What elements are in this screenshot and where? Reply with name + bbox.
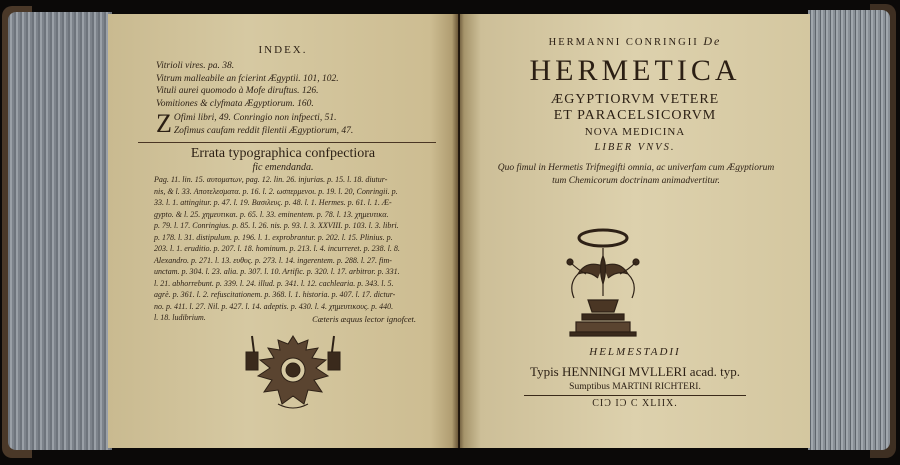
z-initial: Z bbox=[156, 109, 172, 138]
errata-line: l. 21. abhorrebunt. p. 339. l. 24. illud. p. 341. l. 12. cachlearia. p. 343. l. 5. bbox=[154, 278, 394, 288]
index-z-block bbox=[156, 109, 416, 138]
errata-line: Alexandro. p. 271. l. 13. ευθυς. p. 273. l. 14. ingerentem. p. 288. l. 27. fim- bbox=[154, 255, 392, 265]
ornament-tailpiece-icon bbox=[238, 330, 348, 412]
index-entry: Vomitiones & clyfmata Ægyptiorum. 160. bbox=[156, 98, 314, 109]
index-list bbox=[156, 60, 416, 137]
author-line bbox=[460, 34, 810, 49]
right-page bbox=[460, 14, 810, 448]
errata-line: agrè. p. 361. l. 2. refuscitationem. p. 368. l. 1. historia. p. 407. l. 17. dictur- bbox=[154, 290, 396, 299]
errata-line: gypto. & l. 25. χημευτικαι. p. 65. l. 33. eminentem. p. 78. l. 13. χημευτικα. bbox=[154, 209, 389, 219]
errata-title: Errata typographica confpectiora bbox=[190, 146, 376, 161]
errata-line: Pag. 11. lin. 15. αυτοματων, pag. 12. lin. 26. injurias. p. 15. l. 18. diutur- bbox=[154, 175, 388, 184]
imprint-sumptibus: Sumptibus MARTINI RICHTERI. bbox=[569, 382, 701, 392]
errata-subtitle: fic emendanda. bbox=[252, 162, 314, 173]
index-entry: Zofimus caufam reddit filentii Ægyptiorum, 47. bbox=[173, 125, 354, 136]
imprint-printer: Typis HENNINGI MVLLERI acad. typ. bbox=[530, 364, 740, 379]
page-edges-right bbox=[808, 10, 890, 450]
title-line-3: ET PARACELSICORVM bbox=[553, 108, 717, 123]
running-head: INDEX. bbox=[258, 44, 308, 56]
index-entry: Vitrum malleabile an fcierint Ægyptii. 101, 102. bbox=[156, 73, 339, 84]
errata-line: p. 178. l. 31. distipulum. p. 196. l. 1. exprobrantur. p. 202. l. 15. Plinius. p. bbox=[154, 232, 393, 242]
title-main: HERMETICA bbox=[529, 54, 741, 87]
index-entry: Vitrioli vires. pa. 38. bbox=[156, 61, 235, 71]
errata-line: 203. l. 1. eruditio. p. 207. l. 18. hominum. p. 213. l. 4. incurreret. p. 238. l. 8. bbox=[154, 244, 400, 253]
errata-line: no. p. 411. l. 27. Nil. p. 427. l. 14. adeptis. p. 430. l. 4. χημευτικους. p. 440. bbox=[154, 301, 394, 311]
imprint-place: HELMESTADII bbox=[589, 346, 681, 358]
errata-closing: Cæteris æquus lector ignofcet. bbox=[312, 314, 416, 324]
book-gutter bbox=[452, 14, 464, 448]
errata-line: nis, & l. 33. Αποτελεσματα. p. 16. l. 2. ωσπερμενοι. p. 19. l. 20, Conringii. p. bbox=[154, 186, 398, 196]
title-line-4: NOVA MEDICINA bbox=[584, 126, 686, 138]
lily-vase-emblem-icon bbox=[558, 226, 648, 338]
errata-line: p. 79. l. 17. Conringius. p. 85. l. 26. nis. p. 93. l. 3. XXVIII. p. 103. l. 3. libri. bbox=[154, 221, 399, 230]
imprint-rule bbox=[524, 395, 746, 396]
index-entry: Ofimi libri, 49. Conringio non infpecti, 51. bbox=[173, 113, 337, 123]
errata-body bbox=[154, 174, 416, 324]
index-entry: Vituli aurei quomodo à Mofe diruftus. 126. bbox=[156, 86, 319, 96]
left-page bbox=[108, 14, 458, 448]
author-de: De bbox=[703, 34, 722, 48]
liber-line: LIBER VNVS. bbox=[594, 142, 676, 153]
title-line-2: ÆGYPTIORVM VETERE bbox=[550, 92, 720, 107]
divider-rule bbox=[138, 142, 436, 143]
page-edges-left bbox=[8, 12, 112, 450]
title-description: Quo fimul in Hermetis Trifmegifti omnia, ac univerfam cum Ægyptiorum tum Chemicorum doctrinam animadvertitur. bbox=[497, 163, 775, 186]
errata-line: 33. l. 1. attingitur. p. 47. l. 19. Βασιλευς. p. 48. l. 1. Hermes. p. 61. l. 1. Æ- bbox=[154, 198, 392, 207]
author-name: HERMANNI CONRINGII bbox=[548, 37, 699, 48]
imprint-year: CIƆ IƆ C XLIIX. bbox=[592, 398, 678, 409]
errata-line: unctam. p. 304. l. 23. alia. p. 307. l. 10. Artific. p. 320. l. 17. arbitror. p. 331. bbox=[154, 267, 400, 276]
errata-line: l. 18. ludibrium. bbox=[154, 313, 206, 322]
